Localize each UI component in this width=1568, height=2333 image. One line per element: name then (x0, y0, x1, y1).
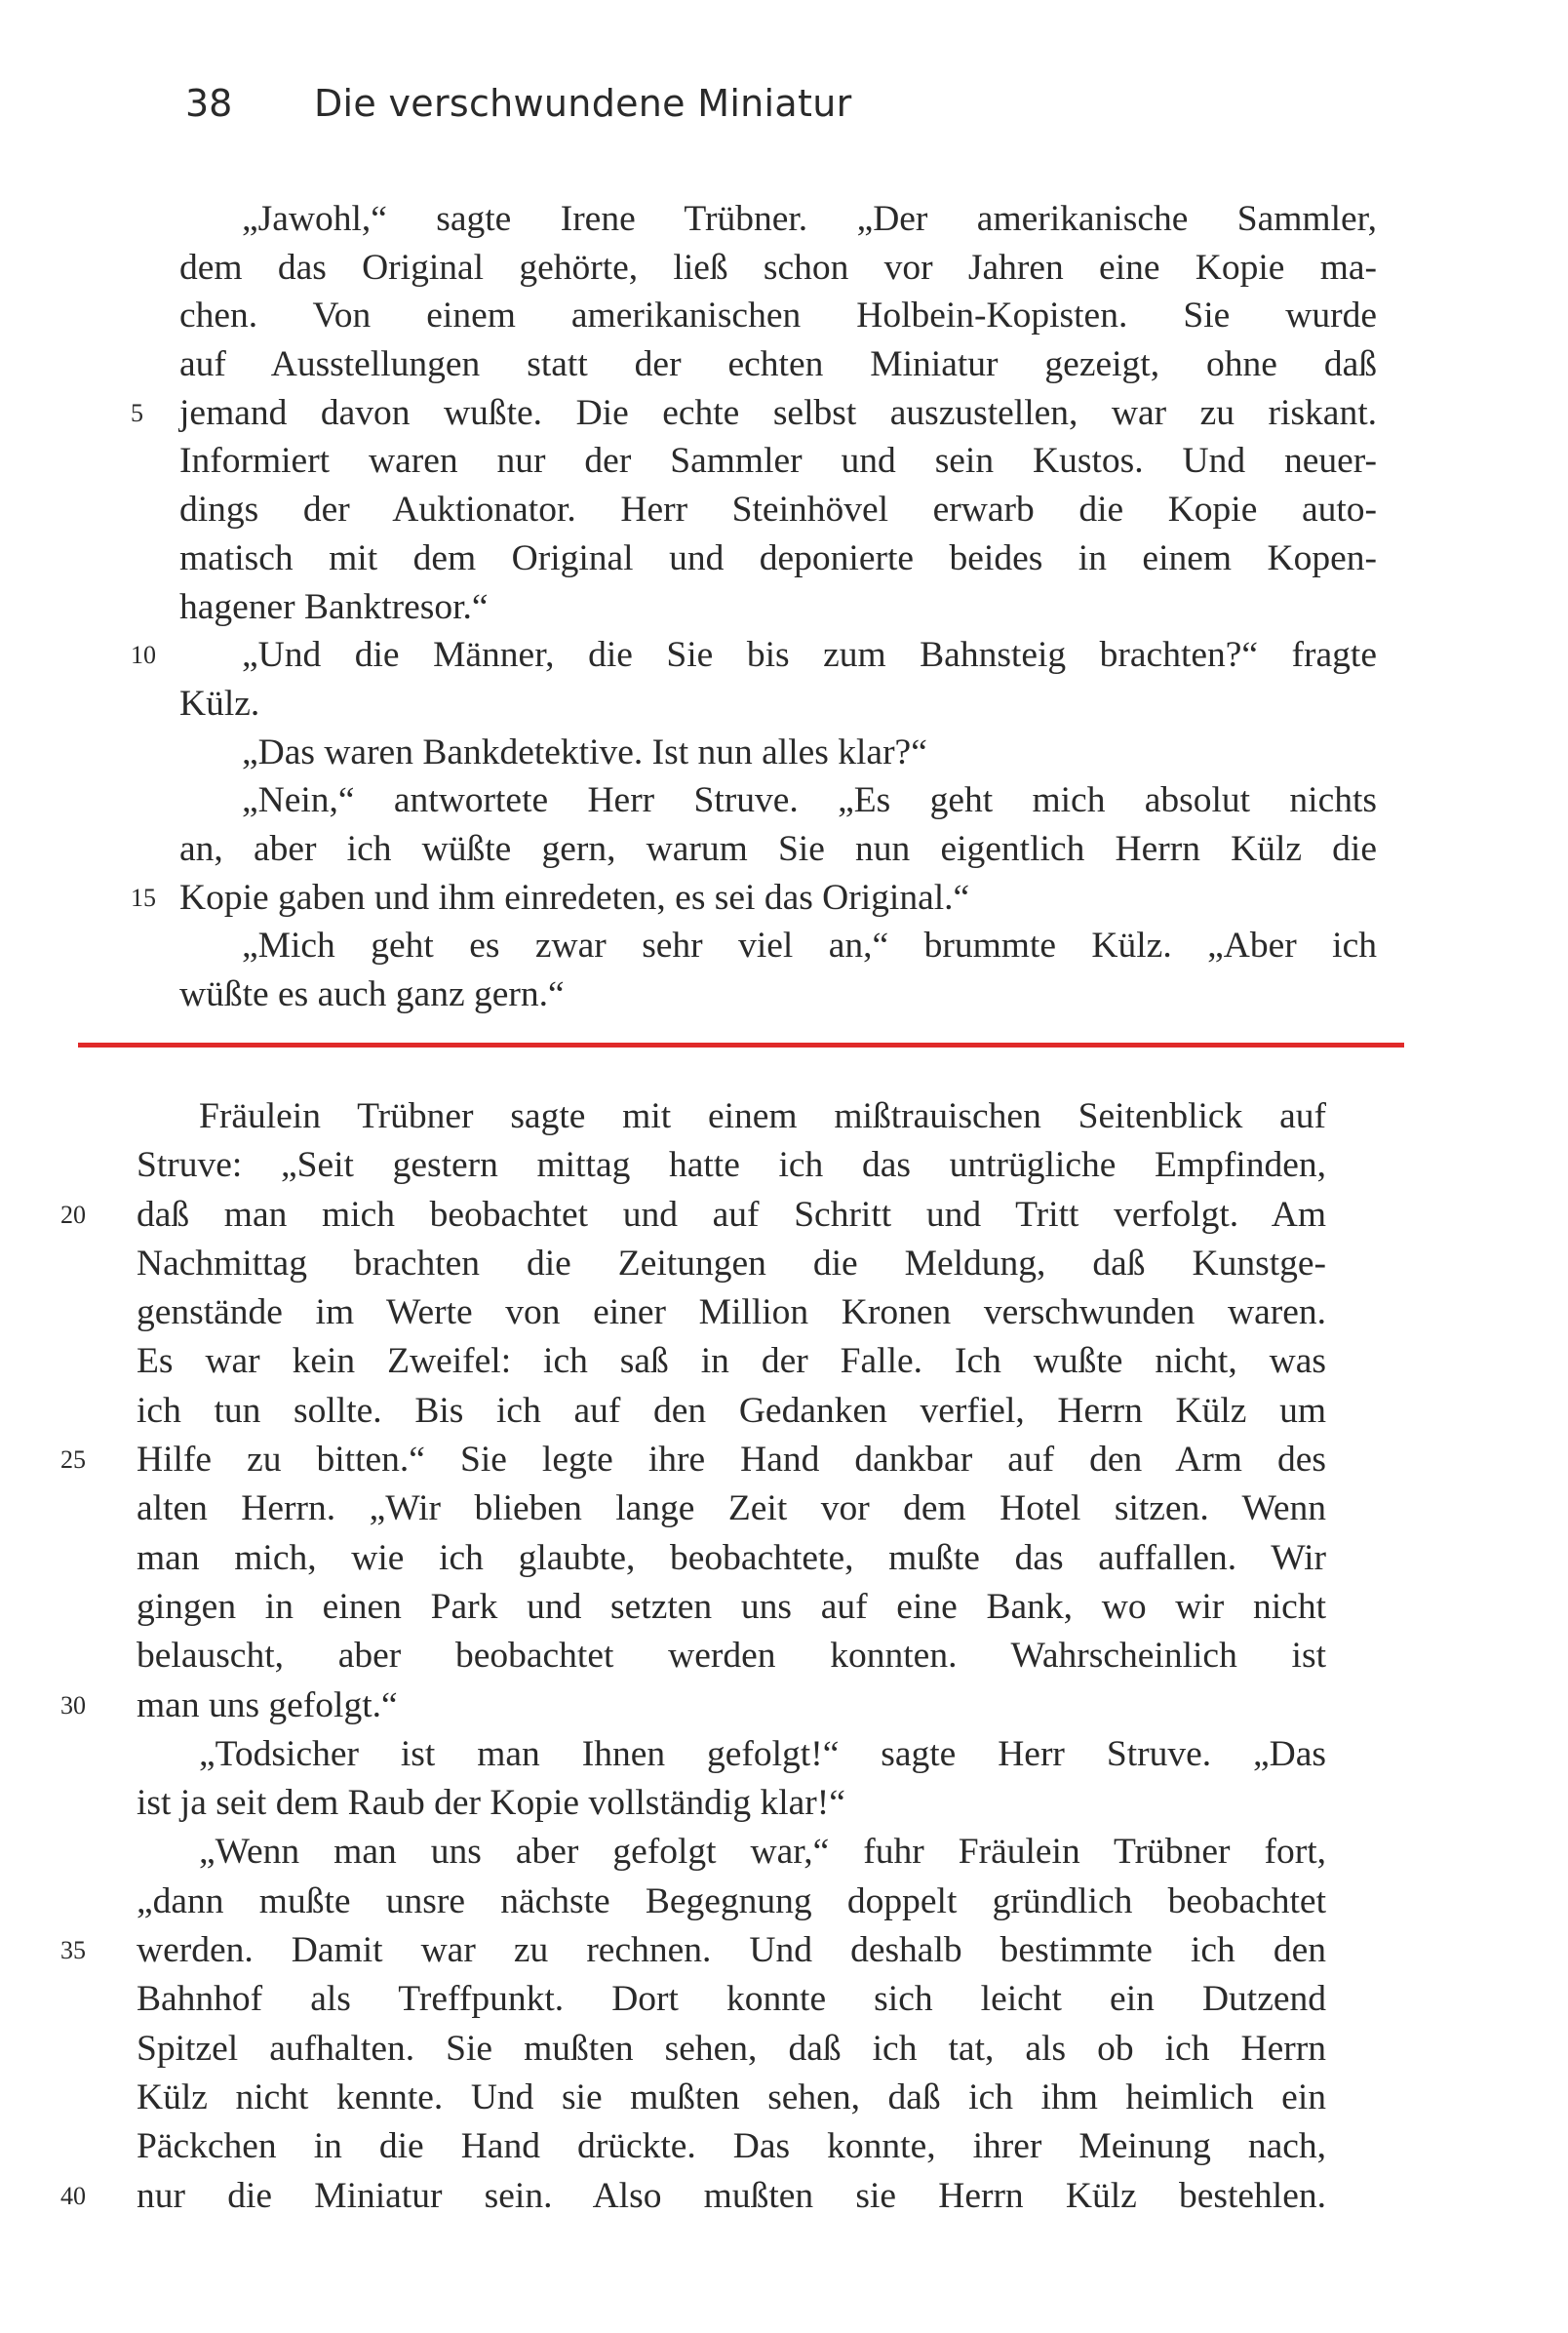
text-line: matisch mit dem Original und deponierte beides in einem Kopen- (179, 537, 1377, 578)
text-line: „Jawohl,“ sagte Irene Trübner. „Der amerikanische Sammler, (242, 199, 1377, 239)
text-line: dings der Auktionator. Herr Steinhövel erwarb die Kopie auto- (179, 490, 1377, 531)
text-line: nur die Miniatur sein. Also mußten sie Herrn Külz bestehlen. 40 (137, 2172, 1326, 2221)
text-line: „Nein,“ antwortete Herr Struve. „Es geht mich absolut nichts (242, 780, 1377, 821)
text-line: Bahnhof als Treffpunkt. Dort konnte sich leicht ein Dutzend (137, 1979, 1326, 2020)
line-number: 20 (60, 1200, 86, 1229)
text-line: „Und die Männer, die Sie bis zum Bahnsteig brachten?“ fragte 10 (179, 631, 1377, 680)
page-number: 38 (185, 82, 233, 125)
text-line: daß man mich beobachtet und auf Schritt und Tritt verfolgt. Am 20 (137, 1191, 1326, 1240)
text-line: genstände im Werte von einer Million Kronen verschwunden waren. (137, 1292, 1326, 1333)
text-line: dem das Original gehörte, ließ schon vor Jahren eine Kopie ma- (179, 247, 1377, 288)
text-line: ist ja seit dem Raub der Kopie vollständig klar!“ (137, 1783, 845, 1824)
text-line: man uns gefolgt.“ 30 (137, 1681, 1326, 1730)
text-line: Fräulein Trübner sagte mit einem mißtrauischen Seitenblick auf (199, 1096, 1326, 1136)
text-line: alten Herrn. „Wir blieben lange Zeit vor dem Hotel sitzen. Wenn (137, 1488, 1326, 1529)
red-divider-line (78, 1043, 1404, 1048)
text-line: jemand davon wußte. Die echte selbst auszustellen, war zu riskant. 5 (179, 389, 1377, 438)
line-number: 15 (131, 883, 156, 912)
text-line: Nachmittag brachten die Zeitungen die Meldung, daß Kunstge- (137, 1243, 1326, 1284)
line-number: 40 (60, 2181, 86, 2210)
text-block-bottom (60, 1092, 1326, 2221)
line-number: 35 (60, 1936, 86, 1965)
line-number: 25 (60, 1445, 86, 1475)
text-line: Struve: „Seit gestern mittag hatte ich das untrügliche Empfinden, (137, 1145, 1326, 1186)
text-line: Spitzel aufhalten. Sie mußten sehen, daß ich tat, als ob ich Herrn (137, 2028, 1326, 2069)
text-line: Kopie gaben und ihm einredeten, es sei das Original.“ 15 (179, 874, 1377, 923)
line-number: 30 (60, 1690, 86, 1720)
text-line: wüßte es auch ganz gern.“ (179, 974, 565, 1014)
text-line: Hilfe zu bitten.“ Sie legte ihre Hand dankbar auf den Arm des 25 (137, 1436, 1326, 1484)
text-line: man mich, wie ich glaubte, beobachtete, mußte das auffallen. Wir (137, 1537, 1326, 1578)
text-line: „Das waren Bankdetektive. Ist nun alles klar?“ (242, 732, 927, 772)
text-line: Päckchen in die Hand drückte. Das konnte, ihrer Meinung nach, (137, 2126, 1326, 2167)
text-line: gingen in einen Park und setzten uns auf eine Bank, wo wir nicht (137, 1586, 1326, 1627)
text-line: auf Ausstellungen statt der echten Miniatur gezeigt, ohne daß (179, 344, 1377, 385)
line-number: 10 (131, 641, 156, 670)
line-number: 5 (131, 398, 143, 427)
text-line: hagener Banktresor.“ (179, 586, 489, 627)
text-line: Informiert waren nur der Sammler und sein Kustos. Und neuer- (179, 441, 1377, 482)
text-line: „Todsicher ist man Ihnen gefolgt!“ sagte Herr Struve. „Das (199, 1733, 1326, 1774)
text-line: „Mich geht es zwar sehr viel an,“ brummte Külz. „Aber ich (242, 926, 1377, 967)
text-line: belauscht, aber beobachtet werden konnten. Wahrscheinlich ist (137, 1636, 1326, 1677)
text-line: an, aber ich wüßte gern, warum Sie nun eigentlich Herrn Külz die (179, 828, 1377, 869)
text-block-top (131, 195, 1377, 1019)
text-line: „dann mußte unsre nächste Begegnung doppelt gründlich beobachtet (137, 1880, 1326, 1921)
running-title: Die verschwundene Miniatur (314, 82, 852, 125)
text-line: ich tun sollte. Bis ich auf den Gedanken verfiel, Herrn Külz um (137, 1390, 1326, 1431)
text-line: Külz nicht kennte. Und sie mußten sehen, daß ich ihm heimlich ein (137, 2076, 1326, 2117)
text-line: werden. Damit war zu rechnen. Und deshalb bestimmte ich den 35 (137, 1926, 1326, 1975)
text-line: Es war kein Zweifel: ich saß in der Falle. Ich wußte nicht, was (137, 1341, 1326, 1382)
text-line: chen. Von einem amerikanischen Holbein-Kopisten. Sie wurde (179, 296, 1377, 336)
text-line: Külz. (179, 683, 260, 724)
text-line: „Wenn man uns aber gefolgt war,“ fuhr Fräulein Trübner fort, (199, 1832, 1326, 1873)
